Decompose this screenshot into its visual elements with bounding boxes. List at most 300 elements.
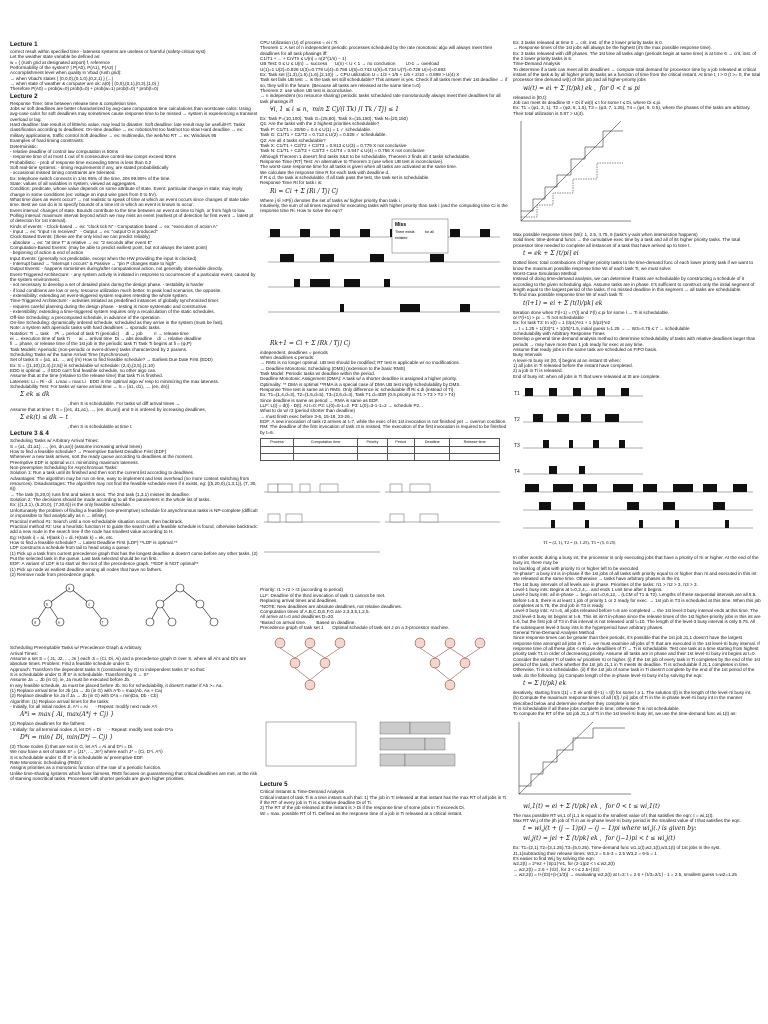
column-3 (513, 40, 761, 1020)
gantt-bar (639, 520, 643, 528)
text-line: Algorithm: (1) Replace arrival times for the tasks: (10, 698, 110, 704)
text-line: "in-phase": a busy int is in-phase if the 1st jobs of all tasks with priority equal to or higher than πi and executed in this int are released at the same time. Otherwise → tasks have arbitrary phases in the int. (513, 571, 758, 582)
text-line: Task G: C1/T1 + C2/T2 = 0.713 ≤ U(2) = 0.828 ✓ schedulable. (260, 132, 387, 138)
gantt-bar (569, 440, 573, 448)
text-line: Theorem 1: A set of n independent periodic processes scheduled by the rate monotonic algo will always meet their deadlines for all task phasings iff: (260, 45, 494, 56)
text-line: (2) Remove node from precedence graph. (10, 571, 96, 577)
text-line: Task Models: Aperiodic (non-periodic or event-driven) tasks characterized by 2 params. (10, 346, 188, 352)
gantt-bar (320, 254, 334, 262)
gantt-bar (703, 484, 717, 492)
gantt-bar (597, 388, 605, 396)
column-3-text-c (513, 555, 761, 717)
precedence-tree-figure (10, 580, 258, 642)
time-demand-plot-icon (513, 119, 633, 229)
text-line: - occasional missed timing constraints are tolerated. (10, 170, 116, 176)
edf-rm-llf-figure (260, 464, 508, 584)
text-line: Jobs w/ soft deadlines are better characterized by avg-case computation time calculations than worstcase calcs. Using avg-case calcs for soft deadlines may sometimes cause response time to be missed → system is experiencing a transient overload or lag. (10, 106, 259, 122)
text-line: How to find a feasible schedule? → Latest Deadline First (LDF) **LDF is optimal.** (10, 539, 178, 545)
text-line: → w2,2(t) = t+(t/3)+(t-(1/3)) → evaluating w2,2(t) at t=3: t = 2.5 + ⌈t/3=2/1⌉ - 1 = 2.5, smallest guess t=w2=1.25 (513, 872, 737, 878)
gantt-bar (400, 304, 420, 312)
busy-gantt-svg (513, 382, 758, 552)
gantt-bar (663, 502, 675, 510)
text-line: correct result within specified time - lateness systems are useless or harmful (safety-critical syst) (10, 49, 206, 54)
formula: wi,j(t) = jei + Σ ⌈t/pk⌉ ek , for (j−1)pi < t ≤ wi,j(t) (523, 835, 676, 843)
text-line: Condition: predicate, whose value depends on some attribute of state. Event: particular change in state; may imply change in some conditions (ex: voltage on input wire goes from 0 to 5V). (10, 186, 244, 197)
text-line: Let the weather state variable be defined as: (10, 54, 101, 60)
text-line: - beginning of action & end of action (10, 250, 84, 256)
text-line: Busy Intervals (513, 352, 542, 358)
text-line: - not necessary to develop a set of detailed plans during the design phase. - testability is harder (10, 282, 204, 288)
text-line: Lateness: Li = Ri - di Lmax = max Li EDD is the optimal algo w/ resp to minimizing the max lateness. (10, 378, 220, 384)
table-header-cell: Process (261, 439, 294, 447)
rms-gantt-svg (260, 217, 505, 337)
text-line: Kinds of events: - Clock-based → ex: "clock tick N" - Computation based → ex: "execution of action A" (10, 223, 218, 229)
text-line: All arrive at t=0 and deadlines D=20. (260, 614, 335, 620)
section-heading: Lecture 1 (10, 41, 38, 48)
section-heading: Lecture 3 & 4 (10, 430, 49, 438)
text-line: Task N: C1/T1 + C2/T2 + C3/T3 + C4/T4 = 0.947 ≤ U(4) = 0.756 X not conclusive (260, 148, 425, 154)
text-line: Assume a set S = { J1, J2, ..., Jn } each Ji = (Ci, Di, Ai) and a precedence graph G over S, where all Ai's and Di's are absolute times. Problem: Find a feasible schedule under G. (10, 655, 248, 667)
gantt-bar (725, 520, 729, 528)
busy-legend: T1 = (2, 1), T2 = (3, 1.25), T3 = (5, 0.25) (543, 540, 616, 546)
table-header-cell: Period (387, 439, 415, 447)
gantt-bar (675, 520, 679, 528)
text-line: Preemptive EDF is optimal w.r.t. minimizing maximum lateness. (10, 459, 139, 465)
text-line: S is schedulable under G iff S* is schedulable. Transforming S → S*: (10, 672, 150, 677)
text-line: Response Time test is same as in RMS. Only difference is: schedulable iff Ri ≤ di (instead of Ti). (260, 387, 455, 393)
text-line: → w2,2(t) = 2.5 + ⌈t/2⌉, for 3 < t ≤ 2.5+⌈t/2⌉ (513, 866, 600, 872)
text-line: Computation times of A,B,C,D,E,F,G are 2,3,3,5,1,2,5. (260, 608, 370, 614)
text-line: Develop a general time-demand analysis method to determine schedulability of tasks with relative deadlines larger than periods → may have more than 1 job ready for exec at any time. (513, 336, 757, 347)
text-line: → when state of weather & computer are ok: a(0) { (0,0),(0,1),(0,2),(1,0) } (10, 81, 159, 87)
formula: D*i = min{ Di, min(D*j − Cj) } (20, 734, 114, 742)
busy-interval-gantt-figure (513, 382, 761, 552)
text-line: w = { (rush grid at designated airport) f, reference (10, 59, 110, 65)
text-line: 2) a job in Ti is released. (513, 368, 563, 374)
gantt-bar (360, 229, 370, 237)
text-line: - Input → ex: "input I is received" - Output → ex: "output O is produced" (10, 229, 158, 234)
text-line: or t*(l+1) > pi → Ti not schedulable (513, 314, 584, 320)
column-1-text-2 (10, 645, 258, 781)
gantt-bar (330, 229, 340, 237)
table-header-cell: Release time (450, 439, 500, 447)
formula: wi,1(t) = ei + Σ ⌈t/pk⌉ ek , for 0 < t ≤ wi,1(t) (523, 802, 660, 810)
text-line: EDD is optimal → if EDD can't find feasible schedule, no other algo can. (10, 367, 157, 373)
gantt-bar (480, 229, 490, 237)
text-line: *Based on arrival time. Based on deadline. (260, 619, 356, 625)
formula: Σ ek(t) ≤ dk − t (20, 414, 68, 421)
text-line: Max possible response times (Wi): 1, 2.5, 4.75, 9 (task's y-axis when intersection happens) (513, 232, 698, 238)
gantt-bar (583, 484, 597, 492)
miss-line-3: enlisted (395, 235, 408, 240)
text-line: Rate Monotonic Scheduling (RMS): (10, 760, 83, 766)
text-line: Task X: C1/T1 + C2/T2 + C3/T3 = 0.813 ≤ U(3) = 0.779 X not conclusive (260, 142, 407, 148)
text-line: Assume that at time t: S = {(e1, d1,a1), ..., (en, dn,an)} and S is ordered by increasing deadlines, (10, 406, 206, 412)
gantt-row-label-t1: T1 (514, 391, 520, 398)
gantt-bar (300, 229, 310, 237)
text-line: Response Time RI for task i is: (260, 180, 323, 186)
miss-line-2: for all (425, 229, 434, 234)
text-line: Schedulability Test: For tasks w/ same arrival time → S = {a1, d1), ..., (en, dn)} (10, 383, 170, 389)
tree-node-label: e (58, 619, 61, 625)
text-line: → when Vbad's states { (0,0,0),(0,1,0),(0,2,1) } {...} (10, 75, 114, 81)
text-line: - extensibility: extending a time-triggered system requires only a recalculation of the static schedules. (10, 309, 215, 315)
text-line: If R ≤ d, the task is schedulable. If all task pass the test, the task set is schedulable. (260, 174, 430, 180)
text-line: Probabilistic: - prob of response time exceeding 50ms is less than 0.2 (10, 159, 152, 165)
miss-line-1: There exists (395, 229, 415, 234)
text-line: Hard deadline: late result is of little/no value, may lead to disaster. Soft deadline: late result may be useful/HT. Tasks classification according to deadlines: On-time deadline → ex: robotics/rst too fast/not too slow Hard deadline → ex: military applications, traffic control Soft deadline → ex: multimedia, the web/No RT → ex: Windows 95 (10, 122, 247, 138)
text-line: Ex: Task P=(10,100), Task G=(25,80), Task X=(15,150), Task N=(20,150) (260, 116, 408, 122)
text-line: Event-Triggered Architecture: - any system activity is initiated in response to occurrences of a particular event, caused by the system environment. (10, 271, 257, 283)
text-line: We calculate the response time R for each task with deadline d. (260, 169, 390, 175)
text-line: Task P: C1/T1 = 20/50 = 0.4 ≤ U(1) = 1 ✓ schedulable. (260, 126, 372, 132)
text-line: → The task (5,20,0) runs first and takes 5 secs. The 2nd task (1,3,1) misses its deadline. (10, 491, 191, 497)
table-header-cell: Computation time (293, 439, 357, 447)
text-line: - response time of at most 1 out of 5 consecutive control-law comps exceed 50ms (10, 154, 176, 160)
text-line: - Initially, for all initial nodes Ji, A*i = Ai - Repeat: modify next node A*i (10, 704, 158, 710)
column-3-text-b (513, 232, 761, 379)
text-line: In other words: during a busy int, the processor is only executing jobs that have a priority of πi or higher. At the end of the busy int, there may be (513, 555, 760, 566)
gantt-bar (525, 388, 533, 396)
column-2 (260, 40, 508, 1020)
text-line: Clock-Based Events: (these are the only kind we can predict reliably) (10, 234, 150, 240)
text-line: S is schedulable under G iff S* is schedulable w/ preemptive EDF. (10, 754, 144, 760)
gantt-bar (551, 520, 555, 528)
gantt-bar (525, 484, 539, 492)
text-line: Intuitively, the sum of all times required for executing tasks with higher priority than task i (and the computing time Ci is the response time Ri. How to solve the eqn? (260, 202, 510, 214)
gantt-bar (344, 279, 360, 287)
staircase-graph-figure (513, 720, 761, 800)
text-line: U(1)=1 U(2)=0.828 U(3)=0.779 U(4)=0.756 U(5)=0.743 U(6)=0.734 U(7)=0.728 U(∞)=0.693 (260, 66, 446, 72)
text-line: We now have a set of tasks S* = {J1*, ..., Jn*} where each J* = (Ci, D*i, A*i) (10, 749, 163, 755)
text-line: - Interrupt based → "interrupt I occurs" & Passive → "pin P changes state to high" (10, 261, 176, 267)
text-line: A level-πi busy int (t0, t] begins at an instant t0 when: (513, 357, 621, 363)
gantt-bar (310, 279, 330, 287)
text-line: Ex: T1 = (φ1, 3, 1), T2 = (φ2, 5, 1.5), T3 = (φ3, 7, 1.25), T4 = (φ4, 9, 0.5), where the phases of the tasks are arbitrary. Their total utilization is 0.87 > U(4). (513, 105, 752, 116)
time-demand-graph-figure (513, 119, 761, 229)
text-line: Ex: T1=(2,1),T2=(3,1.25),T3=(5,0.25). Time-demand func w1,1(t),w2,1(t),w3,1(t) of 1st jobs in the syst. (513, 845, 721, 851)
column-2-text-c (260, 587, 508, 630)
text-line: Level-3 busy ints: At t=6, all jobs released before t=6 are completed → the 1st level-3 busy interval ends at this time. The 2nd level-3 busy int begins at t=6. This int isn't in-phase since the release times of the 1st higher-priority jobs in this int are t=6, but the first job of T3 in this interval is not released until t=10. The length of the level-3 busy interval is only 5.75. All the subsequent level-3 busy ints in the hyperperiod have arbitrary phases. (513, 608, 762, 630)
text-line: Precedence graph of task set J Optimal schedule of task set J on a 3-processor machine. (260, 624, 450, 630)
text-line: Where j ∈ HP(i) denotes the set of tasks w/ higher priority than task i. (260, 197, 402, 203)
column-3-text-a (513, 40, 761, 116)
miss-title: Miss (395, 221, 407, 228)
text-line: → Deadline Monotonic Scheduling (DMS) (extension to the basic RMS) (260, 365, 406, 371)
tree-node-label: f (102, 619, 104, 625)
text-line: Unlike time-sharing systems which favor fairness, RMS focuses on guaranteeing that critical deadlines are met, at the risk of starving noncritical tasks. Processes with shorter periods are given higher priorities. (10, 770, 259, 782)
gantt-bar (450, 229, 460, 237)
text-line: Since response times can be greater than their periods, it's possible that the 1st job J1,1 doesn't have the largest response time amongst all jobs in Ti → we must examine all jobs of Ti that are executed in the 1st level-πi busy interval. If response time of all these jobs < relative deadlines of Ti → Ti is schedulable. Test one task at a time starting from highest priority task T1 in order of decreasing priority. Assume all tasks are in phase and their 1st level-πi busy int begins at t=0. Consider the subset Ti of tasks w/ priorities πi or higher. (i) If the 1st job of every task in Ti completes by the end of the 1st period of the task, check whether the 1st job J1,1 in Ti meets its deadline. Ti is schedulable if J1,1 completes in time. Otherwise, Ti is not schedulable. (ii) If the 1st job of some task in Ti doesn't complete by the end of the 1st period of the task, do the following: (a) Compute length of the in-phase level-πi busy int by solving the eqn: (513, 635, 762, 678)
text-line: - requires careful planning during the design phase. - testing is more systematic and constructive. (10, 303, 208, 309)
text-line: Event interval: changes of state. Bounds contribute to the time between an event at time to high, or from high to low. (10, 207, 246, 213)
gantt-bar (533, 414, 543, 422)
text-line: LLF: L(t) = d(t) - D(t). At t=0: P2: L(0)=5-1=2 P3: L(0)=3-1-1=2 → schedule P2... (260, 403, 423, 409)
gantt-bar (553, 484, 573, 492)
column-2-text-d (260, 781, 508, 816)
text-line: CPU Utilization (U) of process = ei / Ti. (260, 40, 339, 45)
text-line: - if load conditions are low or very, resource utilization much better. In peak load scenarios, the opposite. (10, 287, 222, 293)
text-line: Instead of doing time-demand analysis, we can determine if tasks are schedulable by constructing a schedule of it according to the given scheduling algo. Assume tasks are in phase. It's sufficient to construct only the initial segment of length equal to the largest period of the tasks. If no missed deadline in this segment → all tasks are schedulable. (513, 276, 756, 292)
text-line: Assigns priorities as a monotonic function of the rate of a periodic function. (10, 765, 162, 771)
staircase-graph-svg (513, 720, 633, 800)
gantt-bar (605, 414, 619, 422)
gantt-bar (573, 388, 581, 396)
process-table (260, 438, 500, 461)
tree-node-label: c (88, 601, 90, 607)
column-1-text (10, 41, 258, 577)
text-line: Response Time (RT) Test: An alternative to Theorem 2 (use when UB test is inconclusive). (260, 158, 444, 164)
text-line: (b) Compute the maximum response times of all ⌈t(l) / pi⌉ jobs of Ti in the in-phase level-πi busy int in the manner described below and determine whether they complete in time. (513, 695, 744, 706)
text-line: EDF: A new invocation of task r2 arrives at t=7, while the exec of its 1st invocation is not finished yet → overrun condition. (260, 419, 507, 425)
text-line: Notation: Ti → task Pi → period of task Ti (periodic) di → job ri → release time (10, 330, 189, 336)
text-line: Advantages: The algorithm may be run on-line, easy to implement and less overhead (no more context switching from resources). Disadvantages: The algorithm may not find the feasible schedule even if it exists, eg: {(5,20,0),(1,3,1)}, (7, 30, 6)} (10, 475, 258, 492)
text-line: Ex: Task set {(1,3),(1,5),(1,6),(2,10)} → CPU utilization U = 1/3 + 1/5 + 1/6 + 2/10 = 0.899 > U(4) X (260, 72, 460, 78)
text-line: Theorem 2: use when UB test is inconclusive. (260, 88, 353, 94)
formula: Σ ek ≤ dk (20, 391, 50, 399)
text-line: Critical instant of task Ti is a time instant such that: 1) The job in Ti released at that instant has the max RT of all jobs in Ti if the RT of every job in Ti is ≤ relative deadline Di of Ti. (260, 794, 508, 805)
text-line: Eg: H(task i) = ai, H(task i) = di, H(task k) = ek, etc. (10, 534, 114, 540)
gantt-bar (673, 484, 693, 492)
text-line: Scheduling Preemptable Tasks w/ Precedence Graph & Arbitrary (10, 645, 142, 651)
text-line: LLF: Deadline of the third invocation of task r1 cannot be met. (260, 592, 386, 598)
text-line: Max RT Wi,j of the jth job of Ti in an in-phase level-πi busy period is the smallest value of t that satisfies the eqn: (513, 818, 741, 823)
text-line: Ex: 3 tasks released with diff phases. The 1st time all tasks align (periods begin at same time) is at time 6 → crit. inst. of the 2 lower priority tasks is 6. (513, 50, 758, 62)
gantt-bar (627, 502, 639, 510)
text-line: Time-Triggered Architecture: - activities initiated as predefined instances of globally synchronized timer. (10, 298, 220, 304)
text-line: Q1: Are the tasks with the 2 highest priorities schedulable? (260, 121, 380, 127)
formula: ∀i, 1 ≤ i ≤ n, min Σ Cj/(l Tk) ⌈l Tk / Tj⌉ ≤ 1 (270, 106, 399, 114)
text-line: When deadlines ≤ periods: (260, 354, 315, 360)
gantt-bar (619, 440, 625, 448)
formula: t = Σ ⌈t/pk⌉ ek (523, 679, 567, 687)
text-line: End of busy int: when all jobs in Ti that were released at t0 are complete. (513, 373, 661, 379)
multiprocessor-svg (260, 716, 505, 778)
text-line: Practical method #1: Search until a non-schedulable situation occurs, then backtrack. (10, 518, 184, 524)
text-line: Although Theorem 1 doesn't find tasks X&S to be schedulable, Theorem 2 finds all 4 tasks schedulable. (260, 153, 471, 159)
text-line: Set of tasks S = {a1, a1, ..., an} (m) How to find feasible schedule? → Earliest Due Date First (EDD) (10, 357, 213, 363)
text-line: On-line Scheduling: dynamically ordered schedule, scheduled as they arrive in the system (must be fast). (10, 319, 224, 325)
text-line: LDF constructs a schedule from tail to head using a queue: (10, 545, 131, 551)
text-line: Time-Demand Analysis (513, 61, 561, 67)
text-line: *NOTE: New deadlines are absolute deadlines, not relative deadlines. (260, 603, 402, 609)
text-line: Job can meet its deadline t0 + Di if wi(t) ≤ t for some t ≤ Di, where Di ≤ pi. (513, 100, 662, 106)
text-line: Polling interval: maximum interval beyond which we may miss an event (earliest pt of detection for first event → latest pt of detection for 1st interval). (10, 212, 255, 224)
gantt-bar (280, 254, 294, 262)
formula: A*i = max{ Ai, max(A*j + Cj) } (20, 711, 115, 719)
text-line: → Response times of the 1st jobs will always be the highest (it's the max possible response time). (513, 45, 712, 51)
text-line: - Initially: for all terminal nodes Ji, let D*i = Di - Repeat: modify next node D*a (10, 726, 173, 732)
precedence-graph-figure (260, 633, 508, 713)
text-line: (3) Those nodes (i) that are not in G, let A*i = Ai and D*i = Di. (10, 744, 134, 750)
text-line: Ex: {(1,3,1), (5,20,0), (7,30,6)} is the only feasible schedule. (10, 502, 132, 508)
process-table-figure (260, 438, 508, 461)
gantt-bar (643, 484, 657, 492)
text-line: fi → phase, or release time of the 1st job in the periodic task Ti Task Ti begins at fi = (φ,P) (10, 341, 192, 347)
gantt-bar (294, 279, 300, 287)
text-line: no backlog of jobs with priority πi or higher left to be executed (513, 565, 639, 571)
tree-node-label: b (46, 601, 49, 607)
text-line: Assume that ready jobs in the same task are scheduled on FIFO basis. (513, 346, 658, 352)
gantt-row-label-t4: T4 (514, 469, 520, 476)
text-line: Arrival Times: (10, 650, 38, 656)
gantt-bar (579, 466, 585, 474)
edf-rm-llf-svg (260, 464, 505, 584)
text-line: The 1st busy intervals of all levels are in phase. Priorities of the tasks: π1 > π2 > 3, π3 > 3. (513, 581, 698, 587)
text-line: Soft real-time systems: - timing requirements if any, are stated probabilistically (10, 164, 169, 170)
gantt-bar (539, 502, 551, 510)
text-line: (1) Pick up node w/ earliest deadline among all nodes that have no fathers. (10, 566, 163, 572)
text-line: RM: The deadline of the first invocation of task r3 is missed. The execution of the first invocation is required to be finished by t=6. (260, 424, 508, 435)
text-line: Ex: S = {(1,10),(2,4),(2,5)} is schedulable w/ schedule: (2,4),(2,5),(1,10) (10, 362, 155, 368)
formula: t = wi,j(t + (j − 1)pi) − (j − 1)pi where wi,j(.) is given by: (523, 825, 697, 833)
formula: Ri = Ci + Σ ⌈Ri / Tj⌉ Cj (270, 187, 338, 195)
text-line: C1/T1 + ... + Cn/Tn ≤ U(n) = n(2^(1/n) − 1) (260, 56, 347, 62)
text-line: Dotted lines: total contributions of higher priority tasks to the time-demand func of each lower priority task if we want to know the maximum possible response time Wi of each task Ti, we must solve: (513, 260, 755, 271)
text-line: → t = 1.25 + 1(t/3)*1 + 1(t/5)*1.5, initial guess t=1.25 → ... W3=4.75 ≤ 7 → schedulable (513, 325, 690, 331)
text-line: Optimality: ** DMA is optimal **RMA is a special case of DMA UB test imply schedulability by DMS. (260, 381, 461, 387)
text-line: iteratively, starting from t(1) = Σ ek until t(l+1) = t(l) for some l ≥ 1. The solution t(l) is the length of the level-πi busy int. (513, 689, 752, 695)
section-heading: Lecture 5 (260, 781, 288, 789)
text-line: Note: a system with aperiodic tasks with hard deadlines → sporadic tasks. (10, 325, 161, 331)
table-header-cell: Deadline (415, 439, 450, 447)
tree-node-label: d (34, 619, 37, 625)
formula: t = ek + Σ ⌈t/pi⌉ ei (523, 250, 579, 258)
gantt-bar (460, 304, 470, 312)
gantt-bar (557, 414, 569, 422)
text-line: To determine if a task can meet all its deadlines → compute total demand for processor time by a job released at critical instant of the task & by all higher priority tasks as a function of time from the critical instant. At time t, t > 0 (t >= 0, the total processor time demand wi(t) of this job and all higher-priority jobs (513, 66, 762, 83)
text-line: Examples of hard timing constraints: (10, 138, 85, 144)
text-line: Assume Ja → Jb (in G), ie, Ja must be executed before Jb. (10, 677, 131, 683)
text-line: Critical Instants & Time-Demand Analysis (260, 789, 344, 795)
text-line: Solution 2: The decisions should be made according to all the parameters in the whole list of tasks. (10, 497, 211, 503)
formula: t(l+1) = ei + Σ ⌈t(l)/pk⌉ ek (523, 299, 603, 307)
precedence-tree-svg (10, 580, 250, 642)
gantt-bar (593, 440, 599, 448)
gantt-bar (270, 229, 280, 237)
tree-node-label: a (68, 585, 71, 591)
gantt-bar (370, 254, 384, 262)
gantt-bar (621, 388, 629, 396)
text-line: Deterministic: (10, 143, 38, 149)
gantt-bar (340, 304, 344, 312)
text-line: S = {a1, d1,a1}, ..., (en, dn,an)} (assume increasing arrival times) (10, 443, 142, 449)
text-line: Ex: 3 tasks released at time 0 → crit. inst. of the 2 lower priority tasks is 0. (513, 40, 664, 45)
table-header-cell: Priority (358, 439, 387, 447)
text-line: (1) Replace arrival time for Jb (Ja → Jb (in G) with A*b = max(Ab, Aa + Ca) (10, 688, 163, 694)
text-line: To find max possible response time Wi of each task Ti: (513, 292, 624, 298)
text-line: UB Test: 0 ≤ U ≤ U(n) → success U(n) < U < 1 → no conclusion U>1 → overload (260, 61, 439, 67)
gantt-bar (430, 254, 444, 262)
text-line: Ti is schedulable if all these jobs complete in time; otherwise Ti is not schedulable. (513, 705, 680, 711)
text-line: , then S is schedulable at time t. (10, 424, 133, 429)
text-line: Scheduling Tasks w/ Arbitrary Arrival Times: (10, 438, 99, 444)
multiprocessor-figure (260, 716, 508, 778)
formula: Rk+1 = Ci + Σ ⌈Rk / Tj⌉ Cj (270, 339, 351, 347)
text-line: State: values of all variables in system, viewed as aggregates. (10, 180, 137, 186)
column-1 (10, 40, 258, 1020)
precedence-graph-svg (260, 633, 505, 713)
gantt-bar (573, 502, 585, 510)
text-line: The worst-case response time for all tasks is given when all tasks are activated at the same time. (260, 164, 458, 170)
formula: wi(t) = ei + Σ ⌈t/pk⌉ ek , for 0 < t ≤ pi (523, 84, 641, 92)
text-line: - relative deadline of control law computation is 50ms (10, 148, 119, 154)
text-line: Whenever a new task arrives, sort the ready queue according to deadlines at the moment. (10, 454, 194, 460)
text-line: Solution 1: Run a task until its finished and then sort the current list according to deadlines. (10, 470, 195, 476)
gantt-bar (613, 484, 633, 492)
text-line: It's easier to find Wi,j by solving the eqn: (513, 856, 595, 862)
gantt-bar (549, 388, 557, 396)
text-line: Task set fails UB test → is the task set still schedulable? This answer is yes. Check if all tasks meet their 1st deadline → if so, they will in the future. (Because all tasks are released at the same time t=0) (260, 77, 509, 88)
text-line: , then S is schedulable. For tasks w/ diff arrival times → (10, 401, 181, 407)
text-line: What to do w/ r3 (period shorter than deadline) (260, 408, 355, 414)
text-line: ei → execution time of task Ti ai → arrival time Di → abs deadline di → relative deadline (10, 335, 202, 341)
text-line: Assume that at the time (relative to the release time) that task Ti is finished. (10, 373, 163, 379)
text-line: → RMS is no longer optimal. UB test should be modified; RT test is applicable w/ no modifications. (260, 360, 461, 366)
gantt-bar (543, 440, 549, 448)
text-line: Output Events: - happens sometimes during/after computational action, not generally observable directly. (10, 266, 223, 272)
text-line: Practical method #2: Use a heuristic function H to guide the search until a feasible schedule is found, otherwise backtrack: add a new node in the search tree if the node has smallest value according to H. (10, 523, 260, 535)
text-line: (2) Replace deadlines for the fathers: (10, 721, 86, 727)
text-line: Task Model: Periodic tasks w/ deadline within the period. (260, 371, 375, 376)
text-line: Non-preemptive Scheduling for Asynchronous Tasks: (10, 465, 118, 471)
text-line: → n independent (no resource sharing) periodic tasks scheduled rate monotonically always meet their deadlines for all task phasings iff (260, 93, 502, 104)
text-line: Response Time: time between release time & completion time. (10, 100, 138, 106)
text-line: Level-2 busy ints: all in-phase → begin at t=0,6,12,... (LCM of T1 & T2). Lengths of these sequential intervals are all 5.5. (513, 592, 757, 598)
column-2-text-b (260, 340, 508, 436)
text-line: Approach: Transform the dependent tasks S (constrained by G) to independent tasks S* so that: (10, 666, 206, 672)
gantt-bar (733, 484, 747, 492)
gantt-bar (581, 414, 591, 422)
text-line: In any feasible schedule, Ja must be placed before Jb. So for schedulability, it doesn't matter if Ab >= Aa. (10, 682, 223, 688)
text-line: Ex: for task T3: In x(t) = 1 (t/p1)*e1 + 1 (t/p2)*e2 (513, 320, 611, 326)
text-line: 2) The RT of the job released at the instant is > Di if the response time of some jobs in Ti exceeds Di. (260, 805, 465, 811)
text-line: What time does an event occur? → not realistic to speak of time at which an event occurs since changes of state take time. Best we can do is to specify bounds of a time int in which an event is known to occur. (10, 196, 251, 208)
gantt-row-label-t3: T3 (514, 443, 520, 450)
rms-gantt-figure (260, 217, 508, 337)
text-line: - absolute → ex: "at time T" & relative → ex: "2 seconds after event E" (10, 239, 153, 245)
text-line: independent, deadlines = periods (260, 349, 328, 355)
text-line: To compute the RT of the 1st job J1,1 of Ti in the 1st level-πi busy int, we use the time-demand func wi,1(t) as: (513, 711, 737, 717)
text-line: Worst-Case Simulation Method (513, 270, 577, 276)
text-line: Priority: r1 > r2 > r3 (according to period) (260, 587, 343, 593)
text-line: Deadline Monotonic Assignment (DMA): A task w/ a shorter deadline is assigned a higher priority. (260, 376, 458, 382)
text-line: Ex: telephone switch connects in 1/4s 95% of the time, 20s 99.95% of the time. (10, 175, 171, 181)
gantt-bar (549, 466, 557, 474)
text-line: Input Events: (generally not predictable, except when the HW providing the input is clocked) (10, 255, 197, 261)
text-line: released in [t0,t]: (513, 94, 547, 100)
text-line: Therefore P(A0) = prob(w=0) prob(t=0) + prob(w=1) prob(t=0) * prob(t=0) (10, 86, 159, 92)
text-line: → must finish exec before 3-6, 15-18, 23-26... (260, 413, 354, 419)
text-line: Scheduling Tasks w/ the Same Arrival Time (Synchronous) (10, 351, 129, 357)
text-line: General Time-Demand Analysis Method (513, 629, 595, 635)
text-line: Computation-Based Events: (may be able to predict earliest point, but not always the latest point) (10, 245, 208, 251)
text-line: J1,1(subtracting their release times: W2,2 = 5.5-3 = 2.5 W3,2 = 6-5 = 1 (513, 850, 657, 856)
text-line: (1) Pick up a task from current precedence graph that has the longest deadline & doesn't come before any other tasks. (2) Put the selected task in the queue. Last task selected should be run first. (10, 550, 259, 561)
text-line: How to find a feasible schedule? → Preemptive Earliest Deadline First (EDF) (10, 449, 167, 455)
text-line: Since deadline is same as period → RMA is same as EDF. (260, 397, 379, 403)
column-2-text-a (260, 40, 508, 214)
text-line: Iteration done when t*(l+1) = t*(l) and t*(l) ≤ pi for some l → Ti is schedulable. (513, 309, 670, 315)
gantt-bar (585, 520, 589, 528)
gantt-bar (384, 279, 390, 287)
text-line: The max possible RT wi,1 of j1,1 is equal to the smallest value of t that satisfies the eqn: t = wi,1(t). (513, 812, 714, 818)
text-line: w2,2(t) = 2*e2 + ⌈t/p1⌉*e1, for (2-1)p2 < t ≤ w2,2(t) (513, 861, 615, 867)
text-line: Ex: T1=(1,4,d=3), T2=(1,5,d=5), T3=(2,6,d=4), Task T1 d=4DR (0.5 priority is T1 > T3 > T2 > T4) (260, 392, 456, 398)
text-line: Wi = max. possible RT of Ti. Defined as the response time of a job in Ti released at a critical instant. (260, 810, 463, 816)
text-line: Performability of the system? | P(A0), P(A1), P(A2) | (10, 65, 116, 71)
gantt-row-label-t2: T2 (514, 417, 520, 424)
